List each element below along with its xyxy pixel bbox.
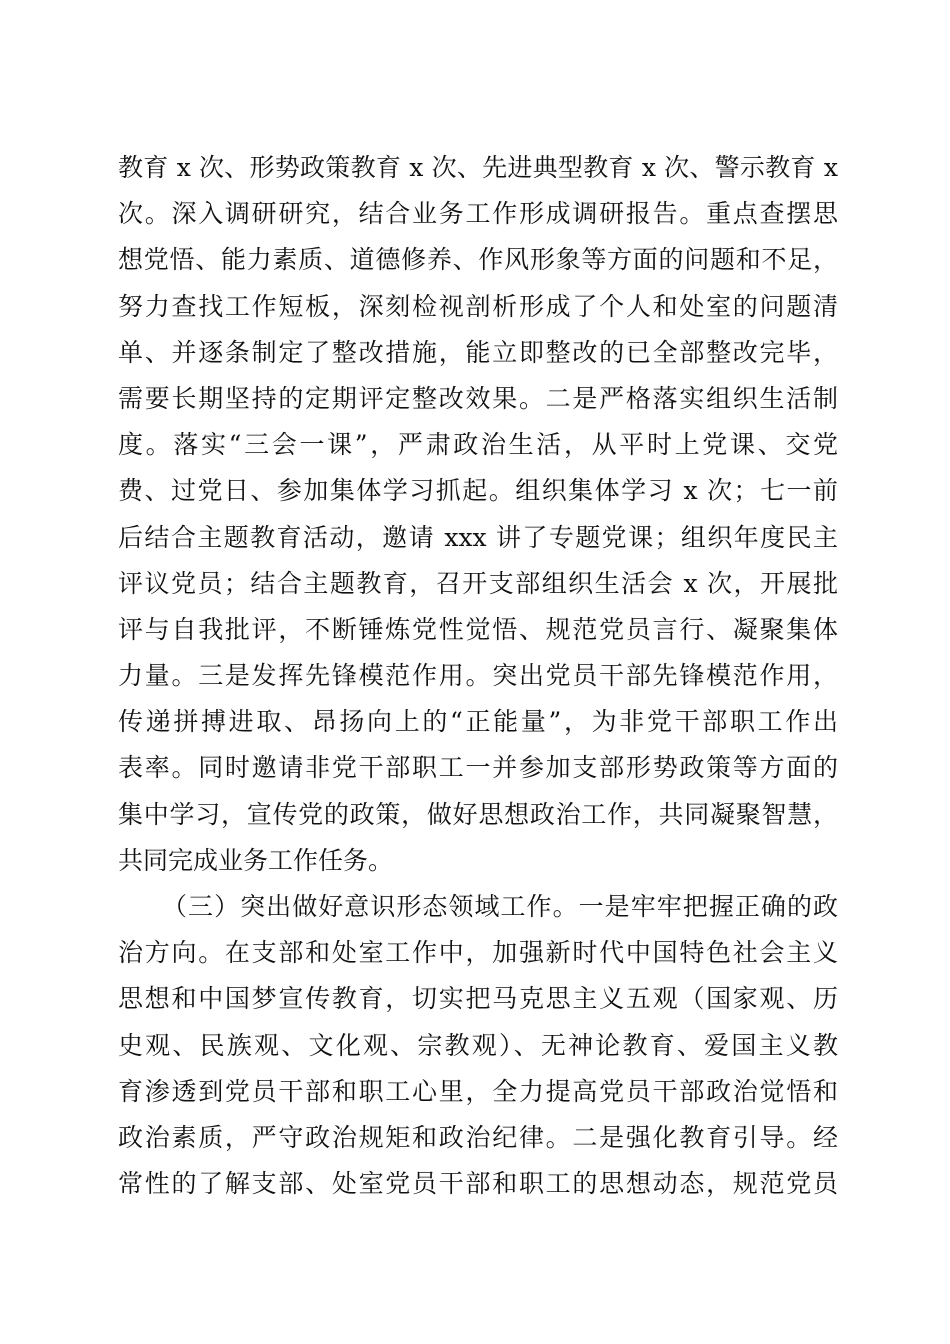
text-line: 思想和中国梦宣传教育，切实把马克思主义五观（国家观、历 [118, 984, 838, 1014]
text-line: 表率。同时邀请非党干部职工一并参加支部形势政策等方面的 [118, 753, 838, 783]
text-line: 费、过党日、参加集体学习抓起。组织集体学习 x 次；七一前 [118, 476, 838, 506]
text-line: 教育 x 次、形势政策教育 x 次、先进典型教育 x 次、警示教育 x [118, 153, 838, 182]
text-line: 评与自我批评，不断锤炼党性觉悟、规范党员言行、凝聚集体 [118, 614, 838, 644]
text-line: 史观、民族观、文化观、宗教观）、无神论教育、爱国主义教 [118, 1030, 838, 1060]
body-text [118, 145, 838, 1207]
text-line: 评议党员；结合主题教育，召开支部组织生活会 x 次，开展批 [118, 568, 838, 598]
text-line: 单、并逐条制定了整改措施，能立即整改的已全部整改完毕， [118, 337, 838, 367]
text-line: 集中学习，宣传党的政策，做好思想政治工作，共同凝聚智慧， [118, 799, 838, 829]
text-line: 治方向。在支部和处室工作中，加强新时代中国特色社会主义 [118, 938, 838, 968]
text-line: 力量。三是发挥先锋模范作用。突出党员干部先锋模范作用， [118, 661, 838, 691]
text-line: 需要长期坚持的定期评定整改效果。二是严格落实组织生活制 [118, 383, 838, 413]
text-line: 常性的了解支部、处室党员干部和职工的思想动态，规范党员 [118, 1169, 838, 1199]
text-line: 育渗透到党员干部和职工心里，全力提高党员干部政治觉悟和 [118, 1076, 838, 1106]
text-line: 度。落实“三会一课”，严肃政治生活，从平时上党课、交党 [118, 430, 838, 460]
text-line: 传递拼搏进取、昂扬向上的“正能量”，为非党干部职工作出 [118, 707, 838, 737]
text-line: 后结合主题教育活动，邀请 xxx 讲了专题党课；组织年度民主 [118, 522, 838, 552]
text-line: 次。深入调研研究，结合业务工作形成调研报告。重点查摆思 [118, 199, 838, 229]
text-line: 想党悟、能力素质、道德修养、作风形象等方面的问题和不足， [118, 245, 838, 275]
text-line: 努力查找工作短板，深刻检视剖析形成了个人和处室的问题清 [118, 291, 838, 321]
text-line: 政治素质，严守政治规矩和政治纪律。二是强化教育引导。经 [118, 1122, 838, 1152]
section-heading-line: （三）突出做好意识形态领域工作。一是牢牢把握正确的政 [162, 892, 838, 921]
paragraph-end-line: 共同完成业务工作任务。 [118, 845, 394, 875]
